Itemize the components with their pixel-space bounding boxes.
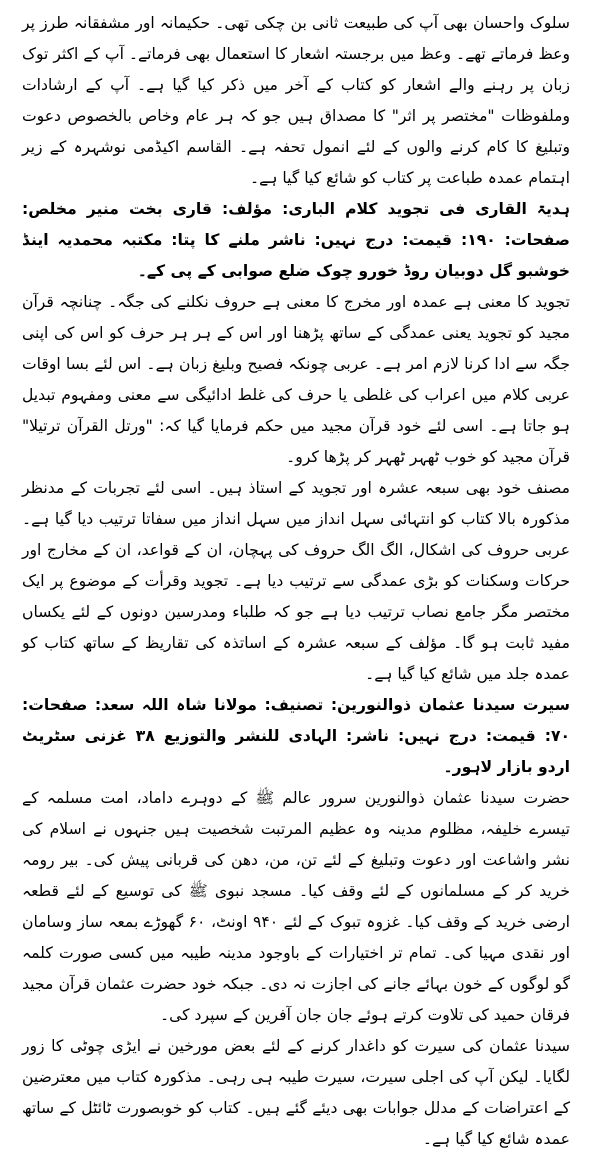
document-page <box>22 8 570 1155</box>
book-heading-tajweed: ہدیۃ القاری فی تجوید کلام الباری: مؤلف: قاری بخت منیر مخلص: صفحات: ۱۹۰: قیمت: درج نہیں: ناشر ملنے کا پتا: مکتبہ محمدیہ اینڈ خوشبو گل دوبیان روڈ خورو چوک ضلع صوابی کے پی کے۔ <box>22 200 570 280</box>
book-heading-seerat-usman: سیرت سیدنا عثمان ذوالنورین: تصنیف: مولانا شاہ اللہ سعد: صفحات: ۷۰: قیمت: درج نہیں: ناشر: الہادی للنشر والتوزیع ۳۸ غزنی سٹریٹ اردو بازار لاہور۔ <box>22 696 570 776</box>
paragraph-usman-defense: سیدنا عثمان کی سیرت کو داغدار کرنے کے لئے بعض مورخین نے ایڑی چوٹی کا زور لگایا۔ لیکن آپ کی اجلی سیرت، سیرت طیبہ ہی رہی۔ مذکورہ کتاب میں معترضین کے اعتراضات کے مدلل جوابات بھی دیئے گئے ہیں۔ کتاب کو خوبصورت ٹائٹل کے ساتھ عمدہ شائع کیا گیا ہے۔ <box>22 1037 570 1148</box>
paragraph-intro: سلوک واحسان بھی آپ کی طبیعت ثانی بن چکی تھی۔ حکیمانہ اور مشفقانہ طرز پر وعظ فرماتے تھے۔ وعظ میں برجستہ اشعار کا استعمال بھی فرماتے۔ آپ کے اکثر توک زبان پر رہنے والے اشعار کو کتاب کے آخر میں ذکر کیا گیا ہے۔ آپ کے ارشادات وملفوظات "مختصر پر اثر" کا مصداق ہیں جو کہ ہر عام وخاص بالخصوص دعوت وتبلیغ کا کام کرنے والوں کے لئے انمول تحفہ ہے۔ القاسم اکیڈمی نوشہرہ کے زیر اہتمام عمدہ طباعت پر کتاب کو شائع کیا گیا ہے۔ <box>22 14 570 187</box>
paragraph-author-description: مصنف خود بھی سبعہ عشرہ اور تجوید کے استاذ ہیں۔ اسی لئے تجربات کے مدنظر مذکورہ بالا کتاب کو انتہائی سہل انداز میں سہل انداز میں سفاتا ترتیب دیا گیا ہے۔ عربی حروف کی اشکال، الگ الگ حروف کی پہچان، ان کے قواعد، ان کے مخارج اور حرکات وسکنات کو بڑی عمدگی سے ترتیب دیا ہے۔ تجوید وقرأت کے موضوع پر ایک مختصر مگر جامع نصاب ترتیب دیا ہے جو کہ طلباء ومدرسین دونوں کے لئے یکساں مفید ثابت ہو گا۔ مؤلف کے سبعہ عشرہ کے اساتذہ کی تقاریظ کے ساتھ کتاب کو عمدہ جلد میں شائع کیا گیا ہے۔ <box>22 479 570 683</box>
paragraph-tajweed-meaning: تجوید کا معنی ہے عمدہ اور مخرج کا معنی ہے حروف نکلنے کی جگہ۔ چنانچہ قرآن مجید کو تجوید یعنی عمدگی کے ساتھ پڑھنا اور اس کے ہر ہر حرف کو اس کی اپنی جگہ سے ادا کرنا لازم امر ہے۔ عربی چونکہ فصیح وبلیغ زبان ہے۔ اس لئے بسا اوقات عربی کلام میں اعراب کی غلطی یا حرف کی غلط ادائیگی سے معنی ومفہوم تبدیل ہو جاتا ہے۔ اسی لئے خود قرآن مجید میں حکم فرمایا گیا کہ: "ورتل القرآن ترتیلا" قرآن مجید کو خوب ٹھہر ٹھہر کر پڑھا کرو۔ <box>22 293 570 466</box>
paragraph-usman-biography: حضرت سیدنا عثمان ذوالنورین سرور عالم ﷺ کے دوہرے داماد، امت مسلمہ کے تیسرے خلیفہ، مظلوم مدینہ وہ عظیم المرتبت شخصیت ہیں جنہوں نے اسلام کی نشر واشاعت اور دعوت وتبلیغ کے لئے تن، من، دھن کی قربانی پیش کی۔ بیر رومہ خرید کر کے مسلمانوں کے لئے وقف کیا۔ مسجد نبوی ﷺ کی توسیع کے لئے قطعہ ارضی خرید کے وقف کیا۔ غزوہ تبوک کے لئے ۹۴۰ اونٹ، ۶۰ گھوڑے بمعہ ساز وسامان اور نقدی مہیا کی۔ تمام تر اختیارات کے باوجود مدینہ طیبہ میں کسی صورت کلمہ گو لوگوں کے خون بہائے جانے کی اجازت نہ دی۔ جبکہ خود حضرت عثمان قرآن مجید فرقان حمید کی تلاوت کرتے ہوئے جان جان آفرین کے سپرد کی۔ <box>22 789 570 1024</box>
